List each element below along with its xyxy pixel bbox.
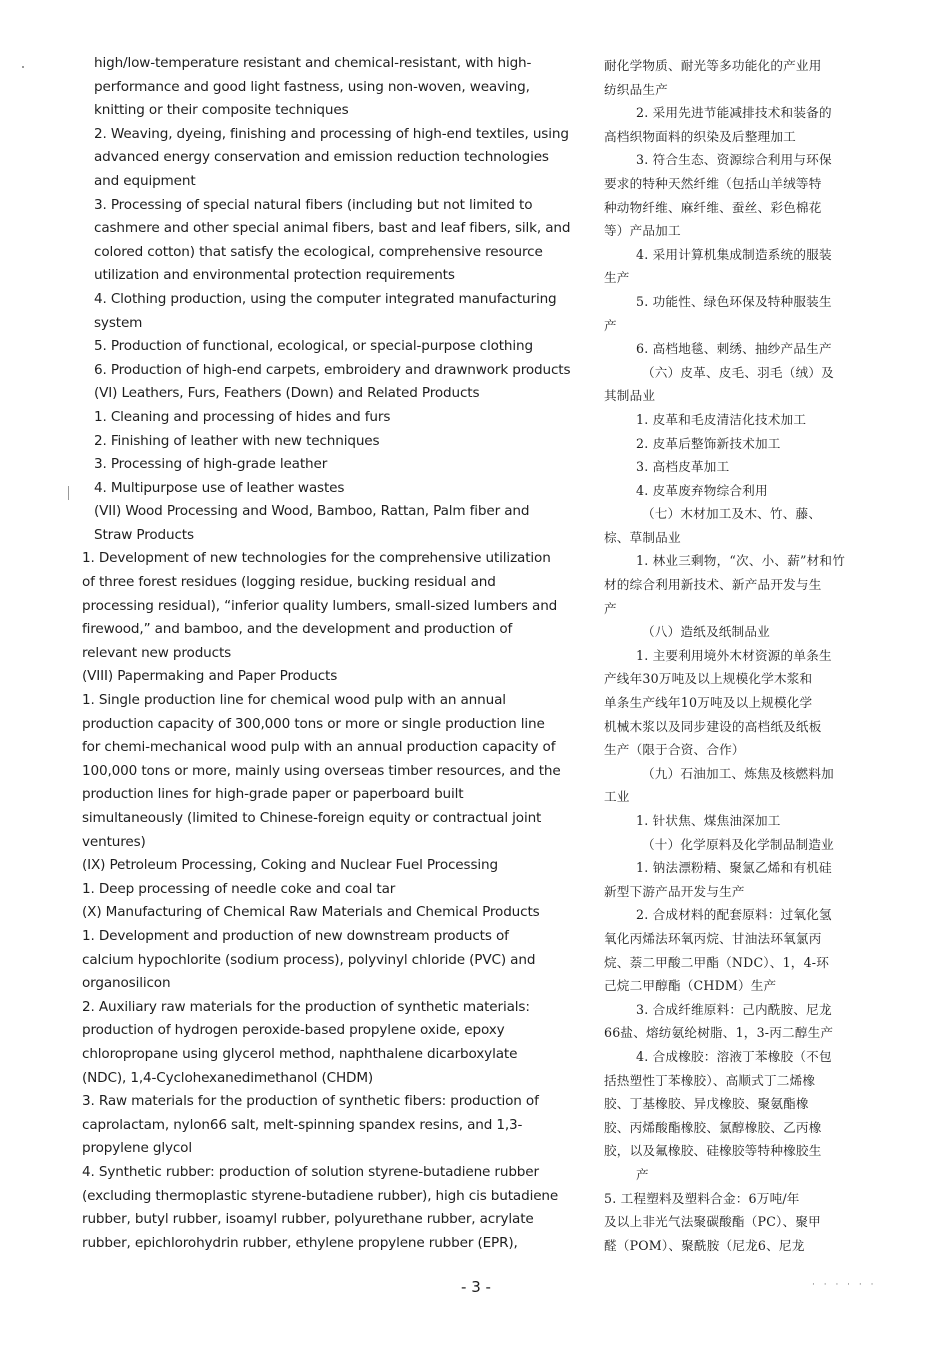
chinese-line: 1. 皮革和毛皮清洁化技术加工 [636, 411, 807, 427]
chinese-line: 生产（限于合资、合作） [604, 742, 745, 758]
chinese-line: 产 [636, 1166, 649, 1182]
english-line: production capacity of 300,000 tons or more or single production line [82, 715, 545, 732]
chinese-line: 种动物纤维、麻纤维、蚕丝、彩色棉花 [604, 199, 822, 215]
chinese-line: 4. 采用计算机集成制造系统的服装 [636, 246, 832, 262]
chinese-line: 己烷二甲醇酯（CHDM）生产 [604, 978, 777, 994]
chinese-line: （八）造纸及纸制品业 [642, 624, 770, 640]
chinese-line: （七）木材加工及木、竹、藤、 [642, 506, 822, 522]
chinese-line: 等）产品加工 [604, 223, 681, 239]
chinese-line: 及以上非光气法聚碳酸酯（PC）、聚甲 [604, 1214, 821, 1230]
chinese-line: 括热塑性丁苯橡胶）、高顺式丁二烯橡 [604, 1072, 816, 1088]
chinese-line: 其制品业 [604, 388, 656, 404]
chinese-column [604, 54, 862, 1257]
english-line: relevant new products [82, 644, 232, 661]
chinese-line: 材的综合利用新技术、新产品开发与生 [604, 577, 822, 593]
chinese-line: 产 [604, 600, 617, 616]
english-line: 4. Multipurpose use of leather wastes [94, 479, 345, 496]
english-line: 6. Production of high-end carpets, embroidery and drawnwork products [94, 361, 571, 378]
chinese-line: （九）石油加工、炼焦及核燃料加 [642, 765, 834, 781]
english-line: colored cotton) that satisfy the ecological, comprehensive resource [94, 243, 543, 260]
english-line: (VII) Wood Processing and Wood, Bamboo, Rattan, Palm fiber and [94, 503, 530, 520]
english-line: Straw Products [94, 526, 194, 543]
english-line: 4. Clothing production, using the computer integrated manufacturing [94, 290, 557, 307]
chinese-line: 新型下游产品开发与生产 [604, 883, 745, 899]
english-line: (VIII) Papermaking and Paper Products [82, 668, 338, 685]
chinese-line: 产 [604, 317, 617, 333]
chinese-line: 5. 工程塑料及塑料合金：6万吨/年 [604, 1190, 800, 1206]
english-line: performance and good light fastness, using non-woven, weaving, [94, 78, 530, 95]
chinese-line: 2. 采用先进节能减排技术和装备的 [636, 105, 832, 121]
chinese-line: 3. 高档皮革加工 [636, 459, 730, 475]
english-line: 2. Weaving, dyeing, finishing and processing of high-end textiles, using [94, 125, 569, 142]
chinese-line: 要求的特种天然纤维（包括山羊绒等特 [604, 175, 822, 191]
english-line: 2. Finishing of leather with new techniques [94, 432, 380, 449]
english-line: 1. Development and production of new downstream products of [82, 927, 509, 944]
chinese-line: 6. 高档地毯、刺绣、抽纱产品生产 [636, 341, 832, 357]
chinese-line: 胶、丁基橡胶、异戊橡胶、聚氨酯橡 [604, 1096, 809, 1112]
english-line: 2. Auxiliary raw materials for the production of synthetic materials: [82, 998, 530, 1015]
english-line: simultaneously (limited to Chinese-foreign equity or contractual joint [82, 810, 542, 826]
english-line: of three forest residues (logging residue, bucking residual and [82, 574, 496, 591]
chinese-line: 耐化学物质、耐光等多功能化的产业用 [604, 58, 822, 73]
english-line: utilization and environmental protection requirements [94, 267, 455, 284]
chinese-line: 2. 皮革后整饰新技术加工 [636, 435, 781, 451]
english-line: 100,000 tons or more, mainly using overseas timber resources, and the [82, 762, 561, 779]
chinese-line: 高档织物面料的织染及后整理加工 [604, 128, 796, 144]
chinese-line: 1. 主要利用境外木材资源的单条生 [636, 647, 832, 663]
english-line: firewood,” and bamboo, and the development and production of [82, 621, 513, 638]
chinese-line: 3. 合成纤维原料：己内酰胺、尼龙 [636, 1001, 832, 1017]
english-line: system [94, 314, 143, 331]
english-line: production lines for high-grade paper or paperboard built [82, 786, 464, 803]
english-line: processing residual), “inferior quality lumbers, small-sized lumbers and [82, 597, 558, 614]
chinese-line: 生产 [604, 270, 630, 286]
chinese-line: 胶、丙烯酸酯橡胶、氯醇橡胶、乙丙橡 [604, 1119, 822, 1135]
english-line: 1. Cleaning and processing of hides and furs [94, 408, 391, 425]
english-line: 4. Synthetic rubber: production of solution styrene-butadiene rubber [82, 1163, 539, 1180]
chinese-line: 棕、草制品业 [604, 529, 681, 545]
english-line: (VI) Leathers, Furs, Feathers (Down) and Related Products [94, 385, 480, 402]
chinese-line: （六）皮革、皮毛、羽毛（绒）及 [642, 364, 834, 380]
english-line: rubber, butyl rubber, isoamyl rubber, polyurethane rubber, acrylate [82, 1211, 534, 1228]
english-line: high/low-temperature resistant and chemical-resistant, with high- [94, 55, 532, 71]
english-line: propylene glycol [82, 1140, 192, 1157]
chinese-line: 1. 针状焦、煤焦油深加工 [636, 813, 781, 828]
english-line: caprolactam, nylon66 salt, melt-spinning spandex resins, and 1,3- [82, 1116, 523, 1133]
english-line: production of hydrogen peroxide-based propylene oxide, epoxy [82, 1022, 505, 1039]
english-line: advanced energy conservation and emission reduction technologies [94, 149, 549, 166]
english-line: rubber, epichlorohydrin rubber, ethylene propylene rubber (EPR), [82, 1234, 518, 1251]
chinese-line: 烷、萘二甲酸二甲酯（NDC）、1，4-环 [604, 954, 830, 970]
chinese-line: 氧化丙烯法环氧丙烷、甘油法环氧氯丙 [604, 930, 822, 946]
english-line: (IX) Petroleum Processing, Coking and Nuclear Fuel Processing [82, 857, 498, 874]
chinese-line: （十）化学原料及化学制品制造业 [642, 836, 834, 852]
chinese-line: 3. 符合生态、资源综合利用与环保 [636, 152, 832, 168]
chinese-line: 4. 合成橡胶：溶液丁苯橡胶（不包 [636, 1048, 832, 1064]
chinese-line: 5. 功能性、绿色环保及特种服装生 [636, 293, 832, 309]
english-line: (X) Manufacturing of Chemical Raw Materials and Chemical Products [82, 904, 540, 921]
chinese-line: 纺织品生产 [604, 81, 668, 97]
page-number: - 3 - [461, 1278, 491, 1296]
english-line: (excluding thermoplastic styrene-butadiene rubber), high cis butadiene [82, 1187, 559, 1204]
english-line: (NDC), 1,4-Cyclohexanedimethanol (CHDM) [82, 1069, 374, 1086]
chinese-line: 1. 钠法漂粉精、聚氯乙烯和有机硅 [636, 860, 832, 876]
chinese-line: 产线年30万吨及以上规模化学木浆和 [604, 671, 813, 687]
english-line: organosilicon [82, 975, 171, 992]
chinese-line: 4. 皮革废弃物综合利用 [636, 482, 768, 498]
english-line: chloropropane using glycerol method, naphthalene dicarboxylate [82, 1045, 518, 1062]
chinese-line: 2. 合成材料的配套原料：过氧化氢 [636, 907, 832, 923]
english-line: 1. Deep processing of needle coke and coal tar [82, 880, 396, 897]
english-line: 3. Processing of high-grade leather [94, 456, 328, 473]
english-line: 3. Processing of special natural fibers (including but not limited to [94, 196, 533, 213]
chinese-line: 机械木浆以及同步建设的高档纸及纸板 [604, 718, 822, 734]
english-line: 5. Production of functional, ecological, or special-purpose clothing [94, 338, 533, 355]
chinese-line: 醛（POM）、聚酰胺（尼龙6、尼龙 [604, 1237, 805, 1253]
english-line: ventures) [82, 833, 146, 850]
english-line: for chemi-mechanical wood pulp with an annual production capacity of [82, 739, 556, 756]
english-line: 3. Raw materials for the production of synthetic fibers: production of [82, 1093, 539, 1110]
english-line: calcium hypochlorite (sodium process), polyvinyl chloride (PVC) and [82, 951, 536, 968]
scan-speck [22, 66, 24, 68]
english-line: 1. Single production line for chemical wood pulp with an annual [82, 692, 506, 709]
english-line: 1. Development of new technologies for the comprehensive utilization [82, 550, 551, 567]
chinese-line: 1. 林业三剩物，“次、小、薪”材和竹 [636, 553, 846, 569]
scan-dots: · · · · · · [812, 1280, 877, 1290]
english-line: and equipment [94, 172, 196, 189]
chinese-line: 单条生产线年10万吨及以上规模化学 [604, 695, 813, 711]
english-column [82, 52, 571, 1255]
english-line: knitting or their composite techniques [94, 102, 349, 119]
chinese-line: 胶，以及氟橡胶、硅橡胶等特种橡胶生 [604, 1143, 822, 1159]
english-line: cashmere and other special animal fibers, bast and leaf fibers, silk, and [94, 220, 571, 237]
scan-speck [68, 486, 69, 500]
chinese-line: 66盐、熔纺氨纶树脂、1，3-丙二醇生产 [604, 1025, 834, 1041]
chinese-line: 工业 [604, 789, 630, 805]
